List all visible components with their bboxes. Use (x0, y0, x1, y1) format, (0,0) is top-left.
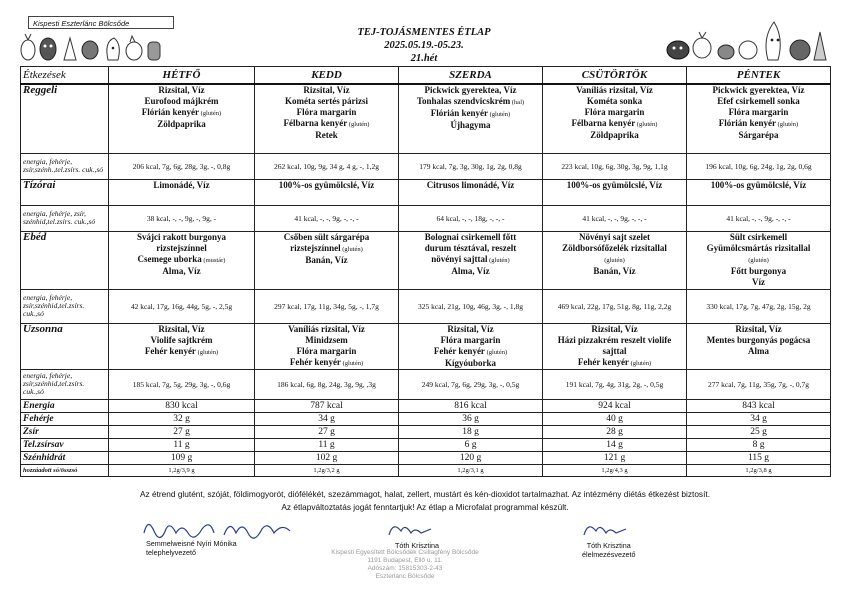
summary-label: Energia (21, 399, 109, 412)
signature-scribble-2 (385, 519, 435, 541)
header-day-friday: PÉNTEK (687, 67, 831, 85)
dish-line: Svájci rakott burgonya (136, 231, 226, 242)
dish-line: Vaníliás rizsital, Víz (288, 323, 365, 334)
dish-line: Flóra margarin (728, 107, 789, 117)
summary-row-protein (21, 412, 831, 425)
signature-role: élelmezésvezető (582, 550, 636, 559)
nutrition-cell: 64 kcal, -, -, 18g, -, -, - (399, 205, 543, 231)
allergen-tag: (glutén) (776, 121, 799, 128)
meal-cell (543, 84, 687, 153)
summary-row-salt (21, 464, 831, 476)
allergen-tag: (glutén) (484, 348, 508, 356)
organization-label: Kispesti Eszterlánc Bölcsőde (28, 16, 174, 29)
dish-line: Alma (748, 345, 769, 356)
dish-line: Fehér kenyér (glutén) (577, 356, 652, 367)
header-day-tuesday: KEDD (255, 67, 399, 85)
nutrition-cell: 42 kcal, 17g, 16g, 44g, 5g, -, 2,5g (109, 289, 255, 323)
meal-cell (255, 231, 399, 289)
nutrition-cell: 185 kcal, 7g, 5g, 29g, 3g, -, 0,6g (109, 369, 255, 399)
allergen-tag: (glutén) (488, 111, 511, 118)
dish-line: Csemege uborka (mustár) (137, 253, 226, 264)
summary-cell: 40 g (543, 412, 687, 425)
dish-line: Rizsital, Víz (591, 323, 638, 334)
dish-line: sajttal (602, 345, 627, 356)
dish-line: rizstejszínnel (glutén) (290, 242, 363, 253)
dish-line: Víz (752, 276, 765, 287)
dish-line: Flórián kenyér (glutén) (141, 107, 222, 117)
dish-line: Fehér kenyér (glutén) (289, 356, 364, 367)
dish-line: Kométa sertés párizsi (285, 96, 368, 106)
nutrition-row-snack (21, 205, 831, 231)
summary-cell: 11 g (255, 438, 399, 451)
summary-label: Zsír (21, 425, 109, 438)
summary-row-energy (21, 399, 831, 412)
summary-cell: 32 g (109, 412, 255, 425)
dish-line: Efef csirkemell sonka (717, 96, 800, 106)
summary-cell: 1,2g/3,2 g (255, 464, 399, 476)
nutrition-cell: 41 kcal, -, -, 9g, -, -, - (687, 205, 831, 231)
meal-cell (543, 231, 687, 289)
summary-cell: 924 kcal (543, 399, 687, 412)
dish-line: Házi pizzakrém reszelt violife (557, 334, 672, 345)
dish-line: Rizsital, Víz (735, 323, 782, 334)
nutrition-row-breakfast (21, 153, 831, 179)
allergen-tag: (glutén) (195, 348, 219, 356)
dish-line: Limonádé, Víz (153, 179, 210, 190)
dish-line: Csőben sült sárgarépa (283, 231, 370, 242)
dish-line (689, 254, 828, 266)
nutrition-label: energia, fehérje, zsír,szénhid,tel.zsírs. cuk.,só (21, 369, 109, 399)
dish-line: Sárgarépa (738, 130, 779, 140)
summary-row-carbohydrate (21, 451, 831, 464)
dish-line: Félbarna kenyér (glutén) (283, 118, 370, 128)
dish-line: durum tésztával, reszelt (424, 242, 517, 253)
meal-cell (255, 84, 399, 153)
signature-role: telephelyvezető (146, 548, 196, 557)
meal-cell (543, 179, 687, 205)
nutrition-cell: 191 kcal, 7g, 4g, 31g, 2g, -, 0,5g (543, 369, 687, 399)
header-day-monday: HÉTFŐ (109, 67, 255, 85)
summary-label: Tel.zsírsav (21, 438, 109, 451)
dish-line: Mentes burgonyás pogácsa (706, 334, 811, 345)
meal-row-snack (21, 179, 831, 205)
dish-line: Bolognai csirkemell főtt (424, 231, 517, 242)
meal-cell (399, 84, 543, 153)
stamp-line: Eszterlánc Bölcsőde (375, 573, 435, 580)
meal-cell (255, 323, 399, 369)
signature-name: Semmelweisné Nyíri Mónika (146, 539, 237, 548)
summary-cell: 14 g (543, 438, 687, 451)
nutrition-cell: 469 kcal, 22g, 17g, 51g, 8g, 11g, 2,2g (543, 289, 687, 323)
summary-cell: 109 g (109, 451, 255, 464)
allergen-tag: (glutén) (340, 359, 364, 367)
nutrition-cell: 41 kcal, -, -, 9g, -, -, - (543, 205, 687, 231)
nutrition-cell: 41 kcal, -, -, 9g, -, -, - (255, 205, 399, 231)
summary-cell: 787 kcal (255, 399, 399, 412)
signature-name: Tóth Krisztina (395, 541, 439, 550)
meal-cell (109, 84, 255, 153)
meal-label: Uzsonna (21, 323, 109, 369)
summary-row-saturated-fat (21, 438, 831, 451)
meal-label: Reggeli (21, 84, 109, 153)
header-row (21, 67, 831, 85)
dish-line: Flóra margarin (296, 345, 357, 356)
allergen-tag: (glutén) (347, 121, 370, 128)
summary-cell: 34 g (687, 412, 831, 425)
institution-stamp (330, 549, 480, 581)
meal-row-lunch (21, 231, 831, 289)
meal-cell (255, 179, 399, 205)
allergen-tag: (hal) (510, 99, 525, 106)
dish-line: Flórián kenyér (glutén) (718, 118, 799, 128)
stamp-line: Kispesti Egyesített Bölcsődék Csillagfény Bölcsőde (331, 549, 479, 556)
dish-line: Banán, Víz (305, 254, 348, 265)
summary-cell: 1,2g/3,8 g (687, 464, 831, 476)
dish-line: 100%-os gyümölcslé, Víz (278, 179, 375, 190)
summary-label: Szénhidrát (21, 451, 109, 464)
allergen-tag: (glutén) (340, 245, 363, 253)
allergen-tag: (mustár) (201, 256, 226, 264)
summary-cell: 18 g (399, 425, 543, 438)
header-day-thursday: CSÜTÖRTÖK (543, 67, 687, 85)
stamp-line: Adószám: 15815303-2-43 (367, 565, 443, 572)
allergen-tag: (glutén) (628, 359, 652, 367)
nutrition-cell: 330 kcal, 17g, 7g, 47g, 2g, 15g, 2g (687, 289, 831, 323)
nutrition-row-lunch (21, 289, 831, 323)
meal-cell (687, 84, 831, 153)
dish-line: Minidzsem (305, 334, 348, 345)
meal-cell (687, 179, 831, 205)
dish-line: Flóra margarin (440, 334, 501, 345)
dish-line: Fehér kenyér (glutén) (144, 345, 219, 356)
nutrition-cell: 196 kcal, 10g, 6g, 24g, 1g, 2g, 0,6g (687, 153, 831, 179)
summary-cell: 11 g (109, 438, 255, 451)
dish-line: Zöldpaprika (157, 119, 206, 129)
dish-line: Rizsital, Víz (158, 323, 205, 334)
dish-line: 100%-os gyümölcslé, Víz (710, 179, 807, 190)
dish-line: Fehér kenyér (glutén) (433, 345, 508, 356)
dish-line: Tonhalas szendvicskrém (hal) (416, 96, 525, 106)
summary-cell: 1,2g/3,9 g (109, 464, 255, 476)
dish-line (545, 254, 684, 266)
dish-line: rizstejszínnel (156, 242, 207, 253)
summary-cell: 25 g (687, 425, 831, 438)
dish-line: Pickwick gyerektea, Víz (712, 85, 805, 95)
nutrition-label: energia, fehérje, zsír,szénhid,tel.zsírs. cuk.,só (21, 289, 109, 323)
meal-cell (543, 323, 687, 369)
change-note: Az étlapváltoztatás jogát fenntartjuk! Az étlap a Microfalat programmal készült. (281, 502, 569, 512)
summary-cell: 34 g (255, 412, 399, 425)
meal-cell (109, 231, 255, 289)
dish-line: Citrusos limonádé, Víz (426, 179, 515, 190)
nutrition-cell: 223 kcal, 10g, 6g, 30g, 3g, 9g, 1,1g (543, 153, 687, 179)
summary-cell: 102 g (255, 451, 399, 464)
dish-line: Rizsital, Víz (447, 323, 494, 334)
dish-line: Banán, Víz (593, 265, 636, 276)
dish-line: Violife sajtkrém (150, 334, 213, 345)
menu-week: 21.hét (410, 53, 438, 64)
meal-cell (109, 179, 255, 205)
dish-line: Kígyóuborka (444, 357, 496, 368)
summary-cell: 27 g (109, 425, 255, 438)
meal-cell (399, 179, 543, 205)
dish-line: Flórián kenyér (glutén) (430, 108, 511, 118)
dish-line: Alma, Víz (162, 265, 201, 276)
dish-line: Újhagyma (450, 120, 491, 130)
summary-cell: 121 g (543, 451, 687, 464)
summary-cell: 1,2g/4,3 g (543, 464, 687, 476)
nutrition-cell: 262 kcal, 10g, 9g, 34 g, 4 g, -, 1,2g (255, 153, 399, 179)
summary-label: hozzáadott só/összsó (21, 464, 109, 476)
meal-cell (687, 231, 831, 289)
meal-row-breakfast (21, 84, 831, 153)
nutrition-cell: 206 kcal, 7g, 6g, 28g, 3g, -, 0,8g (109, 153, 255, 179)
summary-cell: 8 g (687, 438, 831, 451)
nutrition-cell: 325 kcal, 21g, 10g, 46g, 3g, -, 1,8g (399, 289, 543, 323)
meal-cell (109, 323, 255, 369)
dish-line: Flóra margarin (584, 107, 645, 117)
header-day-wednesday: SZERDA (399, 67, 543, 85)
dish-line: Rizsital, Víz (158, 85, 205, 95)
summary-cell: 1,2g/3,1 g (399, 464, 543, 476)
meal-cell (399, 323, 543, 369)
dish-line: Főtt burgonya (730, 265, 787, 276)
meal-label: Ebéd (21, 231, 109, 289)
dish-line: Pickwick gyerektea, Víz (424, 85, 517, 95)
vegetable-illustration-right (664, 18, 830, 62)
summary-cell: 6 g (399, 438, 543, 451)
summary-cell: 816 kcal (399, 399, 543, 412)
summary-cell: 27 g (255, 425, 399, 438)
vegetable-illustration-left (18, 32, 166, 62)
allergen-tag: (glutén) (199, 110, 222, 117)
dish-line: Alma, Víz (451, 265, 490, 276)
dish-line: Retek (315, 130, 338, 140)
dish-line: Zöldborsófőzelék rizsitallal (562, 242, 667, 253)
meal-cell (687, 323, 831, 369)
menu-table (20, 66, 831, 477)
nutrition-cell: 186 kcal, 6g, 8g, 24g, 3g, 9g, ,3g (255, 369, 399, 399)
meal-cell (399, 231, 543, 289)
allergen-tag: (glutén) (748, 256, 769, 264)
meal-label: Tízórai (21, 179, 109, 205)
dish-line: Növényi sajt szelet (579, 231, 650, 242)
nutrition-cell: 249 kcal, 7g, 6g, 29g, 3g, -, 0,5g (399, 369, 543, 399)
summary-cell: 36 g (399, 412, 543, 425)
dish-line: Gyümölcsmártás rizsitallal (706, 242, 811, 253)
menu-title: TEJ-TOJÁSMENTES ÉTLAP (357, 27, 491, 38)
nutrition-label: energia, fehérje, zsír,szénh.,tel.zsírs. cuk.,só (21, 153, 109, 179)
stamp-line: 1191 Budapest, Ellő u. 11. (367, 557, 443, 564)
dish-line: Félbarna kenyér (glutén) (571, 118, 658, 128)
allergen-note: Az étrend glutént, szóját, földimogyorót, diófélékét, szezámmagot, halat, zellert, mustárt és kén-dioxidot tartalmazhat. Az intézmény diétás étkezést biztosít. (140, 489, 710, 499)
dish-line: Flóra margarin (296, 107, 357, 117)
nutrition-label: energia, fehérje, zsír, szénhid,tel.zsírs. cuk.,só (21, 205, 109, 231)
allergen-tag: (glutén) (635, 121, 658, 128)
summary-cell: 28 g (543, 425, 687, 438)
summary-label: Fehérje (21, 412, 109, 425)
dish-line: Sült csirkemell (729, 231, 788, 242)
nutrition-cell: 179 kcal, 7g, 3g, 30g, 1g, 2g, 0,8g (399, 153, 543, 179)
dish-line: Vaníliás rizsital, Víz (576, 85, 653, 95)
dish-line: Kométa sonka (586, 96, 643, 106)
nutrition-row-afternoon-snack (21, 369, 831, 399)
signature-name: Tóth Krisztina (586, 541, 631, 550)
signature-scribble-1 (140, 515, 300, 541)
dish-line: növényi sajttal (glutén) (431, 253, 510, 264)
signature-block-3 (582, 541, 636, 559)
nutrition-cell: 38 kcal, -, -, 9g, -, 9g, - (109, 205, 255, 231)
dish-line: Eurofood májkrém (144, 96, 219, 106)
summary-row-fat (21, 425, 831, 438)
dish-line: Rizsital, Víz (303, 85, 350, 95)
summary-cell: 843 kcal (687, 399, 831, 412)
nutrition-cell: 297 kcal, 17g, 11g, 34g, 5g, -, 1,7g (255, 289, 399, 323)
menu-title-block (300, 26, 548, 65)
meal-row-afternoon-snack (21, 323, 831, 369)
summary-cell: 830 kcal (109, 399, 255, 412)
dish-line: Zöldpaprika (590, 130, 639, 140)
summary-cell: 115 g (687, 451, 831, 464)
signature-block-1 (146, 539, 237, 557)
summary-cell: 120 g (399, 451, 543, 464)
signature-scribble-3 (580, 519, 630, 541)
menu-dates: 2025.05.19.-05.23. (384, 40, 464, 51)
dish-line: 100%-os gyümölcslé, Víz (566, 179, 663, 190)
header-meals: Étkezések (21, 67, 109, 85)
allergen-tag: (glutén) (604, 256, 625, 264)
nutrition-cell: 277 kcal, 7g, 11g, 35g, 7g, -, 0,7g (687, 369, 831, 399)
allergen-tag: (glutén) (487, 256, 510, 264)
